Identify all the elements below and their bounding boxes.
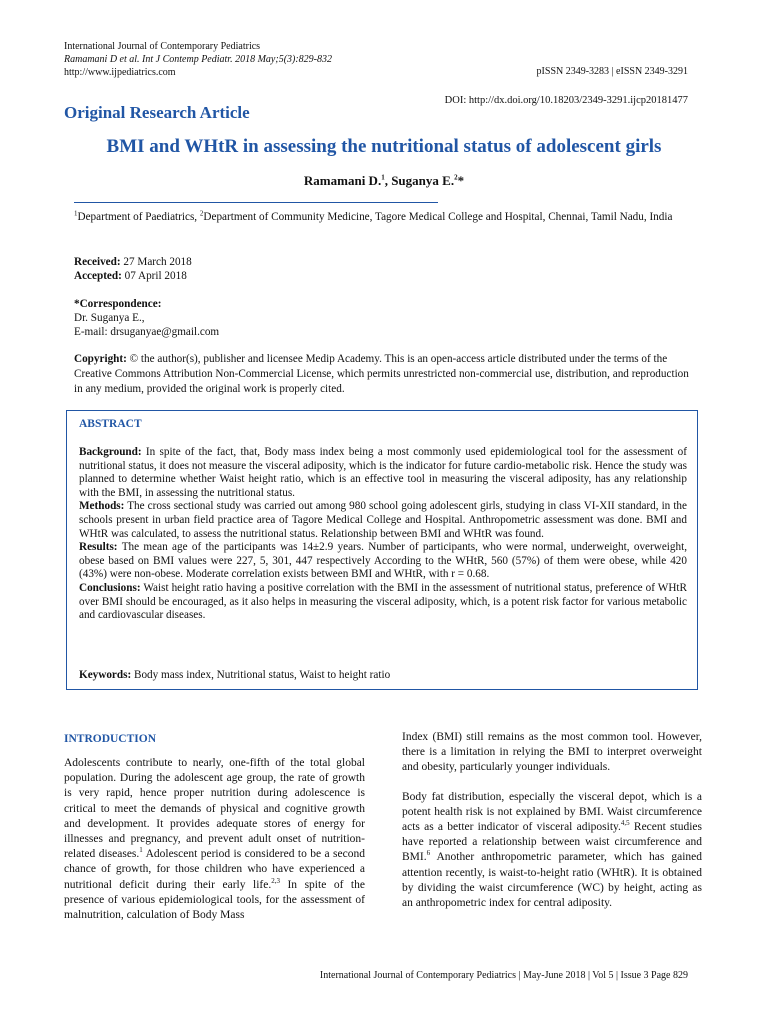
copyright-label: Copyright: xyxy=(74,353,127,365)
results-label: Results: xyxy=(79,541,118,554)
intro-text-d: Body fat distribution, especially the visceral depot, which is a potent health risk is not explained by BMI. Waist circumference acts as a better indicator of visceral adiposity. xyxy=(402,790,702,834)
page-footer: International Journal of Contemporary Pediatrics | May-June 2018 | Vol 5 | Issue 3 Page 829 xyxy=(319,970,688,981)
affiliations xyxy=(74,210,694,225)
issn: pISSN 2349-3283 | eISSN 2349-3291 xyxy=(536,66,688,77)
copyright xyxy=(74,352,694,397)
correspondence-name: Dr. Suganya E., xyxy=(74,312,145,324)
ref-1: 1 xyxy=(139,846,143,855)
intro-text-f: Another anthropometric parameter, which has gained attention recently, is waist-to-height ratio (WHtR). It is obtained by dividing the waist circumference (WC) by height, acting as an anthropometric index for central adiposity. xyxy=(402,851,702,910)
doi[interactable]: DOI: http://dx.doi.org/10.18203/2349-3291.ijcp20181477 xyxy=(444,95,688,106)
correspondence-email[interactable]: E-mail: drsuganyae@gmail.com xyxy=(74,326,220,338)
abstract-box xyxy=(66,410,698,690)
keywords xyxy=(79,669,390,681)
methods-label: Methods: xyxy=(79,500,125,513)
intro-text-e: Recent studies have reported a relationship between waist circumference and BMI. xyxy=(402,821,703,864)
author-2-affil: 2 xyxy=(454,173,458,182)
corresponding-star: * xyxy=(457,173,465,188)
intro-paragraph-3 xyxy=(402,790,702,912)
left-column xyxy=(64,756,365,923)
keywords-label: Keywords: xyxy=(79,669,132,681)
author-1: Ramamani D. xyxy=(303,173,382,188)
affil-2-sup: 2 xyxy=(199,209,204,218)
conclusions-text: Waist height ratio having a positive correlation with the BMI in the assessment of nutritional status, preference of WHtR over BMI should be encouraged, as it also helps in measuring the visceral adiposity, which, is a potent risk factor for various metabolic and cardiovascular diseases. xyxy=(79,581,687,622)
author-1-affil: 1 xyxy=(381,173,385,182)
copyright-text: © the author(s), publisher and licensee Medip Academy. This is an open-access article distributed under the terms of the Creative Commons Attribution Non-Commercial License, which permits unrestricted non-commercial use, distribution, and reproduction in any medium, provided the original work is properly cited. xyxy=(74,353,689,395)
abstract-results xyxy=(79,541,687,582)
author-separator: , xyxy=(384,173,392,188)
background-label: Background: xyxy=(79,446,142,458)
divider xyxy=(74,202,438,203)
dates xyxy=(74,255,192,283)
journal-url[interactable]: http://www.ijpediatrics.com xyxy=(64,67,176,78)
article-type: Original Research Article xyxy=(64,103,250,122)
ref-6: 6 xyxy=(426,849,431,858)
ref-2-3: 2,3 xyxy=(271,876,280,885)
keywords-text: Body mass index, Nutritional status, Waist to height ratio xyxy=(131,669,391,681)
affil-2: Department of Community Medicine, Tagore Medical College and Hospital, Chennai, Tamil Nadu, India xyxy=(203,211,673,223)
correspondence xyxy=(74,297,219,339)
authors xyxy=(0,173,768,189)
author-2: Suganya E. xyxy=(391,173,455,188)
intro-paragraph-2: Index (BMI) still remains as the most common tool. However, there is a limitation in relying the BMI to interpret overweight and obesity, particularly younger individuals. xyxy=(402,731,702,774)
received-date: 27 March 2018 xyxy=(120,256,192,268)
abstract-conclusions xyxy=(79,582,687,623)
abstract-body xyxy=(79,446,687,623)
intro-text-c: In spite of the presence of various epidemiological tools, for the assessment of malnutrition, calculation of Body Mass xyxy=(64,878,365,922)
methods-text: The cross sectional study was carried out among 980 school going adolescent girls, studying in class VI-XII standard, in the schools present in urban field practice area of Tagore Medical College and Hospital. Anthropometric assessment was done. BMI and WHtR was calculated, to assess the nutritional status. Relationship between BMI and WHtR was found. xyxy=(79,500,687,540)
right-column xyxy=(402,730,702,911)
results-text: The mean age of the participants was 14±2.9 years. Number of participants, who were normal, underweight, overweight, obese based on BMI values were 227, 5, 301, 447 respectively According to the WHtR, 560 (57%) of them were obese, while 420 (43%) were non-obese. Moderate correlation exists between BMI and WHtR, with r = 0.68. xyxy=(79,541,687,581)
citation: Ramamani D et al. Int J Contemp Pediatr. 2018 May;5(3):829-832 xyxy=(64,54,333,65)
affil-1-sup: 1 xyxy=(74,209,78,218)
accepted-date: 07 April 2018 xyxy=(121,270,187,282)
journal-header xyxy=(64,40,332,79)
background-text: In spite of the fact, that, Body mass index being a most commonly used epidemiological tool for the assessment of nutritional status, it does not measure the visceral adiposity, which is the indicator for future cardio-metabolic risk. Hence the study was planned to determine whether Waist height ratio, which is an effective tool in measuring the visceral adiposity, has any relationship with the BMI, in assessing the nutritional status. xyxy=(79,446,687,499)
intro-text-a: Adolescents contribute to nearly, one-fifth of the total global population. During the adolescent age group, the rate of growth is very rapid, hence proper nutrition during adolescence is critical to meet the demands of physical and cognitive growth and development. It provides adequate stores of energy for illnesses and pregnancy, and prevent adult onset of nutrition-related diseases. xyxy=(64,757,365,861)
abstract-background xyxy=(79,446,687,500)
accepted-label: Accepted: xyxy=(74,270,122,282)
intro-paragraph-1 xyxy=(64,756,365,923)
abstract-heading: ABSTRACT xyxy=(79,418,142,430)
article-title: BMI and WHtR in assessing the nutritional status of adolescent girls xyxy=(106,136,662,157)
abstract-methods xyxy=(79,500,687,541)
affil-1: Department of Paediatrics, xyxy=(77,211,200,223)
journal-name: International Journal of Contemporary Pediatrics xyxy=(64,41,261,52)
introduction-heading: INTRODUCTION xyxy=(64,733,157,745)
ref-4-5: 4,5 xyxy=(620,819,630,828)
correspondence-label: *Correspondence: xyxy=(74,298,162,310)
received-label: Received: xyxy=(74,256,121,268)
intro-text-b: Adolescent period is considered to be a second chance of growth, for those children who have experienced a nutritional deficit during their early life. xyxy=(64,848,365,891)
conclusions-label: Conclusions: xyxy=(79,581,141,594)
